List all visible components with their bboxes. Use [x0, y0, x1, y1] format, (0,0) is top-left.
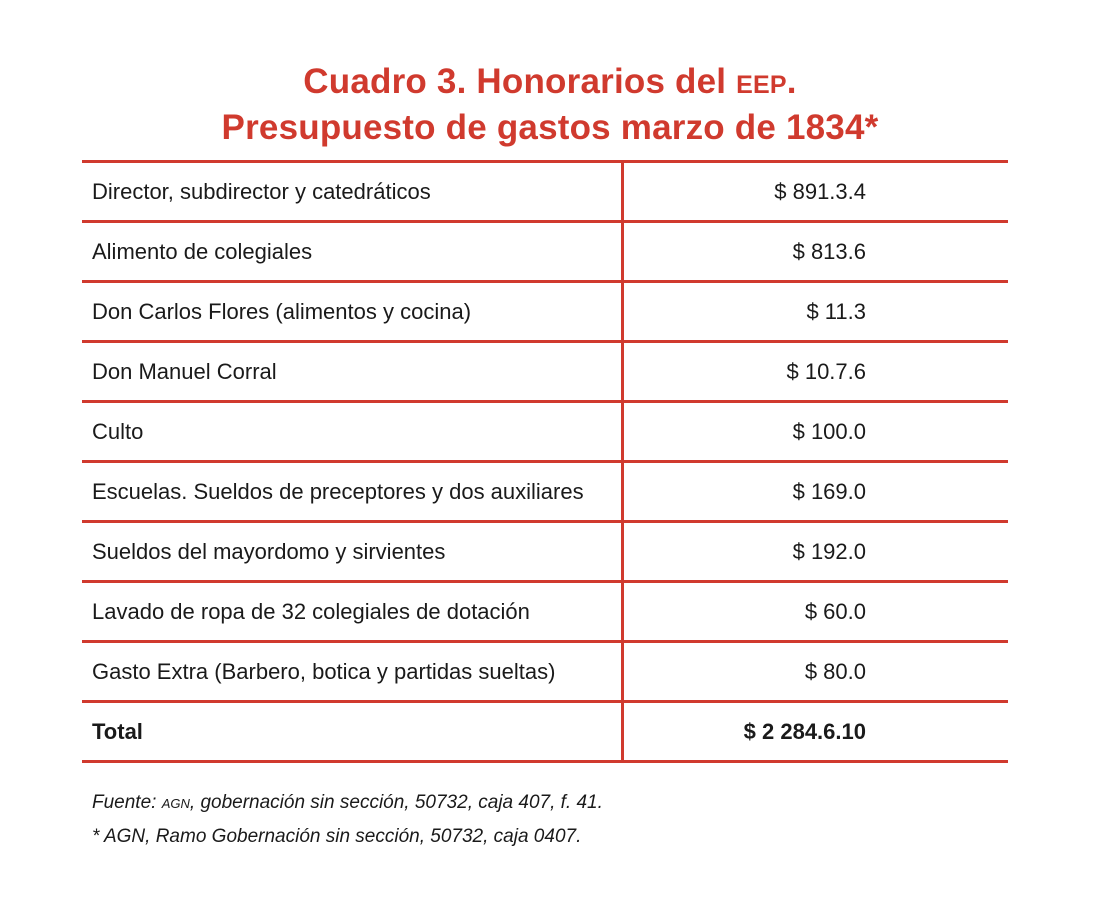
row-label: Sueldos del mayordomo y sirvientes [92, 538, 446, 564]
table-row [82, 343, 1008, 403]
row-label: Gasto Extra (Barbero, botica y partidas sueltas) [92, 658, 556, 684]
row-value: $ 10.7.6 [621, 343, 1008, 400]
table-row [82, 643, 1008, 703]
row-value: $ 813.6 [621, 223, 1008, 280]
table-row [82, 583, 1008, 643]
total-label: Total [92, 718, 143, 744]
row-label: Alimento de colegiales [92, 238, 313, 264]
table-row [82, 523, 1008, 583]
table-row [82, 283, 1008, 343]
row-value: $ 169.0 [621, 463, 1008, 520]
source-details: , gobernación sin sección, 50732, caja 407, f. 41. [189, 792, 603, 813]
row-label: Director, subdirector y catedráticos [92, 178, 431, 204]
row-value: $ 60.0 [621, 583, 1008, 640]
row-label: Culto [92, 418, 144, 444]
row-label: Lavado de ropa de 32 colegiales de dotación [92, 598, 530, 624]
title-line-2: Presupuesto de gastos marzo de 1834* [221, 108, 879, 147]
title-period: . [786, 62, 797, 101]
title-prefix: Cuadro 3. Honorarios del [303, 62, 727, 101]
budget-table [82, 160, 1008, 763]
table-row [82, 463, 1008, 523]
row-label: Don Manuel Corral [92, 358, 277, 384]
table-title [0, 58, 1100, 151]
row-label: Escuelas. Sueldos de preceptores y dos auxiliares [92, 478, 584, 504]
total-row [82, 703, 1008, 763]
row-label: Don Carlos Flores (alimentos y cocina) [92, 298, 472, 324]
row-value: $ 192.0 [621, 523, 1008, 580]
row-value: $ 100.0 [621, 403, 1008, 460]
row-value: $ 80.0 [621, 643, 1008, 700]
title-abbreviation: eep [736, 60, 787, 101]
table-row [82, 223, 1008, 283]
title-line-1 [0, 58, 1100, 105]
footnote: * AGN, Ramo Gobernación sin sección, 50732, caja 0407. [92, 826, 582, 847]
source-prefix: Fuente: [92, 792, 162, 813]
row-value: $ 11.3 [621, 283, 1008, 340]
table-notes [92, 786, 603, 854]
source-note [92, 786, 603, 820]
row-value: $ 891.3.4 [621, 163, 1008, 220]
table-row [82, 163, 1008, 223]
table-row [82, 403, 1008, 463]
total-value: $ 2 284.6.10 [621, 703, 1008, 760]
source-abbreviation: agn [161, 792, 190, 813]
